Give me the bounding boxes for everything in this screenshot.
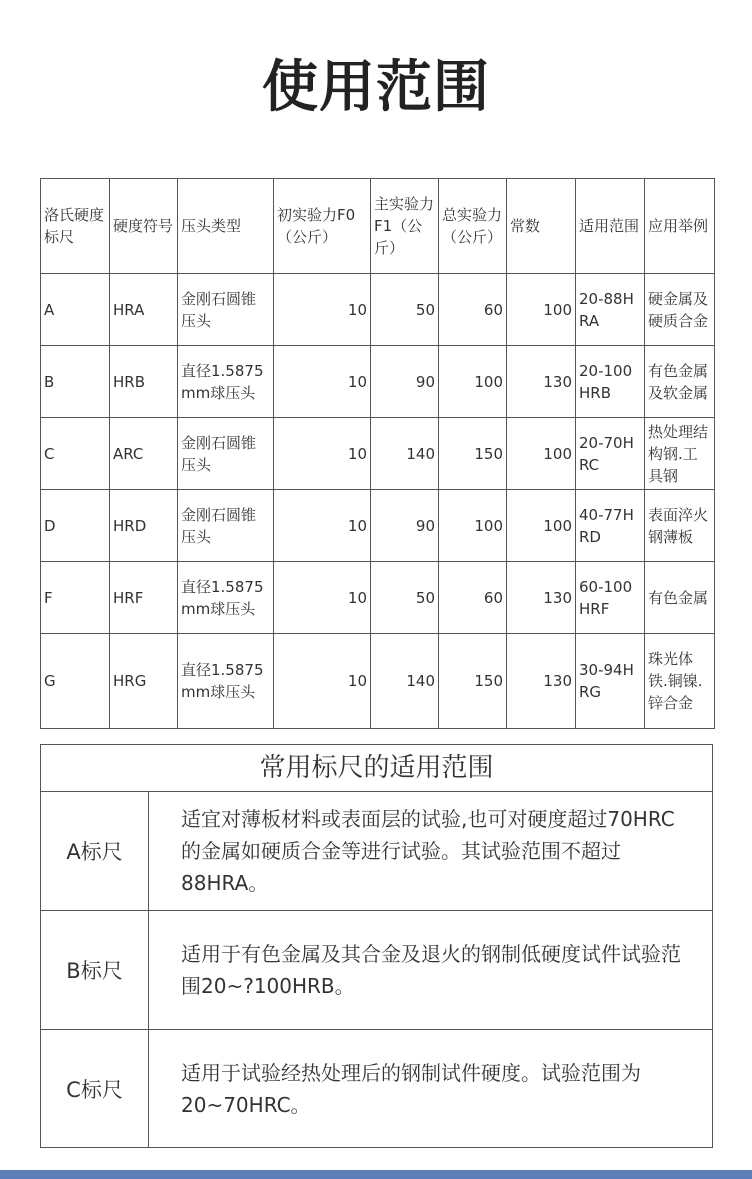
table-cell: 140 — [371, 634, 439, 729]
table-cell: F — [41, 562, 110, 634]
table-cell: 珠光体铁.铜镍.锌合金 — [645, 634, 715, 729]
table-cell: 有色金属 — [645, 562, 715, 634]
table-cell: HRF — [110, 562, 178, 634]
table-cell: 90 — [371, 490, 439, 562]
table-cell: 10 — [274, 418, 371, 490]
table-cell: C — [41, 418, 110, 490]
table-cell: G — [41, 634, 110, 729]
table-cell: 60 — [439, 562, 507, 634]
table-cell: 直径1.5875mm球压头 — [178, 346, 274, 418]
table-cell: 10 — [274, 490, 371, 562]
scale-row-b — [41, 911, 712, 1030]
table-row — [41, 562, 715, 634]
table-cell: 60 — [439, 274, 507, 346]
table-cell: 金刚石圆锥压头 — [178, 418, 274, 490]
column-header: 应用举例 — [645, 179, 715, 274]
scale-description: 适用于试验经热处理后的钢制试件硬度。试验范围为20~70HRC。 — [181, 1060, 641, 1117]
table-cell: 130 — [507, 346, 576, 418]
table-cell: HRB — [110, 346, 178, 418]
table-cell: 100 — [439, 490, 507, 562]
table-cell: 100 — [507, 490, 576, 562]
table-cell: 100 — [507, 418, 576, 490]
table-cell: 90 — [371, 346, 439, 418]
table-cell: 表面淬火钢薄板 — [645, 490, 715, 562]
table-row — [41, 634, 715, 729]
table-cell: 10 — [274, 562, 371, 634]
column-header: 初实验力F0（公斤） — [274, 179, 371, 274]
decorative-dot-icon — [379, 130, 391, 144]
table-cell: 有色金属及软金属 — [645, 346, 715, 418]
table-cell: 10 — [274, 274, 371, 346]
column-header: 主实验力F1（公斤） — [371, 179, 439, 274]
table-cell: 直径1.5875mm球压头 — [178, 634, 274, 729]
panel-title: 常用标尺的适用范围 — [41, 745, 712, 792]
table-row — [41, 418, 715, 490]
table-cell: 50 — [371, 274, 439, 346]
scale-label: A标尺 — [41, 792, 149, 910]
scale-label: C标尺 — [41, 1030, 149, 1147]
page-title: 使用范围 — [262, 55, 490, 120]
table-cell: 40-77HRD — [576, 490, 645, 562]
column-header: 压头类型 — [178, 179, 274, 274]
table-cell: ARC — [110, 418, 178, 490]
table-cell: 10 — [274, 346, 371, 418]
table-header-row — [41, 179, 715, 274]
table-cell: 100 — [439, 346, 507, 418]
table-cell: 140 — [371, 418, 439, 490]
table-cell: HRD — [110, 490, 178, 562]
column-header: 硬度符号 — [110, 179, 178, 274]
scale-row-a — [41, 792, 712, 911]
column-header: 总实验力（公斤） — [439, 179, 507, 274]
table-cell: HRG — [110, 634, 178, 729]
table-cell: 150 — [439, 418, 507, 490]
table-row — [41, 274, 715, 346]
table-cell: 金刚石圆锥压头 — [178, 490, 274, 562]
scale-label: B标尺 — [41, 911, 149, 1029]
table-cell: 130 — [507, 634, 576, 729]
table-cell: 20-100HRB — [576, 346, 645, 418]
table-cell: 150 — [439, 634, 507, 729]
table-cell: D — [41, 490, 110, 562]
column-header: 适用范围 — [576, 179, 645, 274]
table-cell: 60-100HRF — [576, 562, 645, 634]
table-cell: 50 — [371, 562, 439, 634]
table-cell: 10 — [274, 634, 371, 729]
table-row — [41, 490, 715, 562]
column-header: 洛氏硬度标尺 — [41, 179, 110, 274]
table-cell: HRA — [110, 274, 178, 346]
table-cell: 硬金属及硬质合金 — [645, 274, 715, 346]
hardness-scale-table — [40, 178, 715, 729]
table-cell: A — [41, 274, 110, 346]
table-cell: 20-88HRA — [576, 274, 645, 346]
table-cell: B — [41, 346, 110, 418]
table-cell: 130 — [507, 562, 576, 634]
scale-row-c — [41, 1030, 712, 1147]
table-cell: 100 — [507, 274, 576, 346]
table-cell: 30-94HRG — [576, 634, 645, 729]
scale-description: 适宜对薄板材料或表面层的试验,也可对硬度超过70HRC的金属如硬质合金等进行试验。其试验范围不超过88HRA。 — [181, 807, 675, 895]
table-cell: 金刚石圆锥压头 — [178, 274, 274, 346]
table-cell: 热处理结构钢.工具钢 — [645, 418, 715, 490]
bottom-bar — [0, 1170, 752, 1179]
table-row — [41, 346, 715, 418]
column-header: 常数 — [507, 179, 576, 274]
table-cell: 20-70HRC — [576, 418, 645, 490]
common-scales-panel — [40, 744, 713, 1148]
table-cell: 直径1.5875mm球压头 — [178, 562, 274, 634]
scale-description: 适用于有色金属及其合金及退火的钢制低硬度试件试验范围20~?100HRB。 — [181, 942, 681, 998]
